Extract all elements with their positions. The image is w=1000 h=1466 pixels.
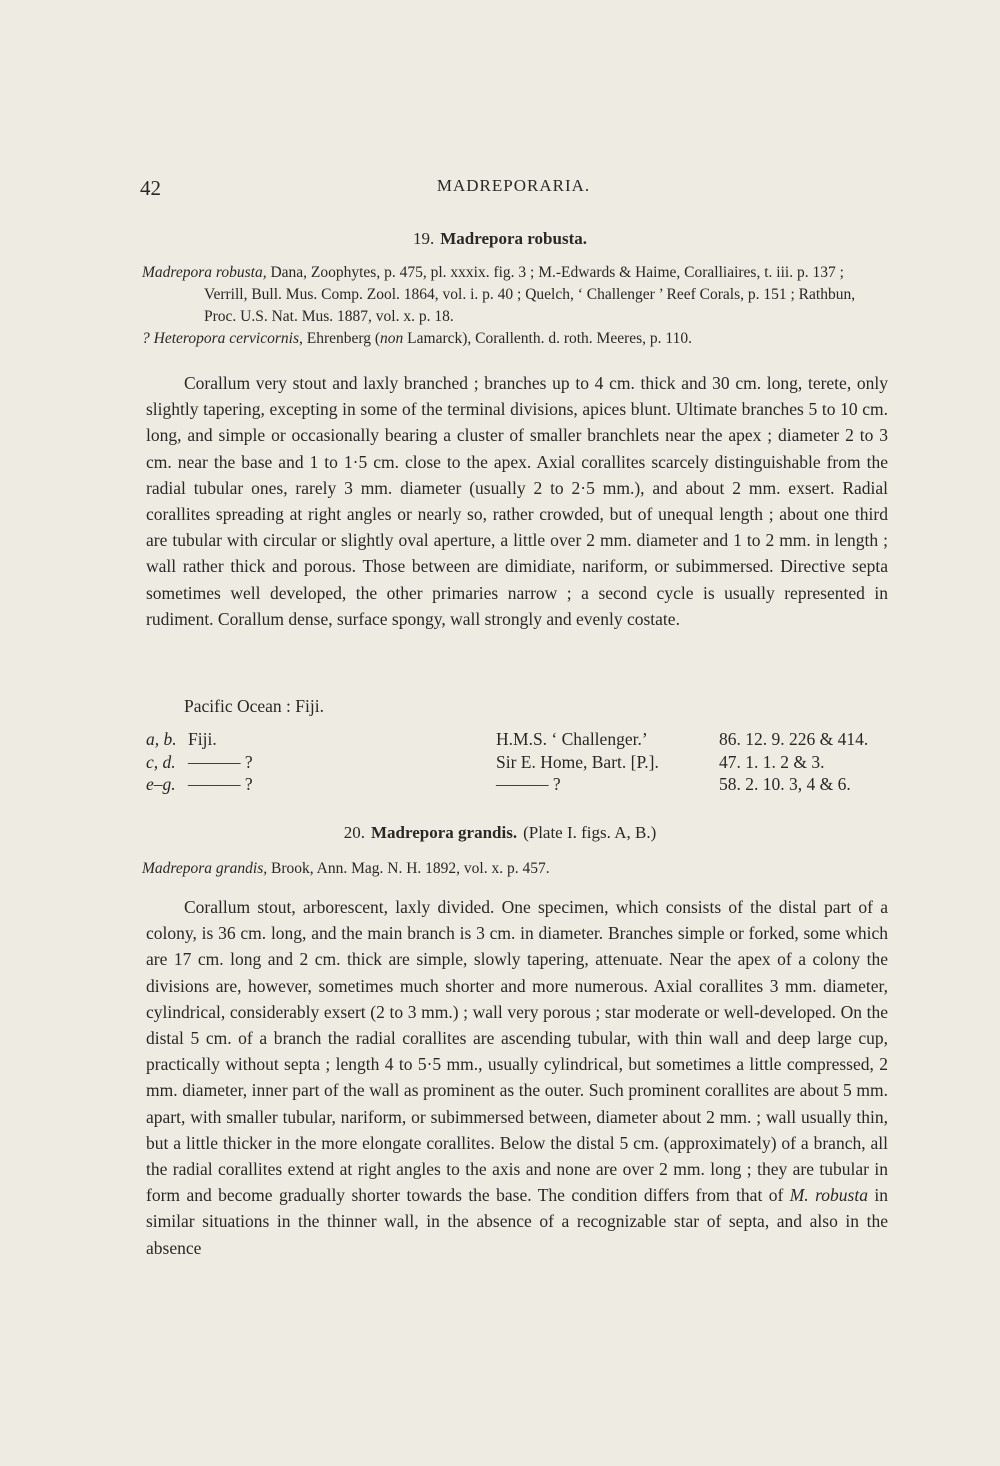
specimen-source: Sir E. Home, Bart. [P.]. bbox=[496, 751, 659, 772]
synonymy-list bbox=[142, 858, 888, 880]
synonym-entry bbox=[142, 858, 888, 880]
specimen-row bbox=[146, 752, 896, 775]
species-number: 19. bbox=[413, 229, 435, 248]
description-paragraph bbox=[146, 894, 888, 1261]
plate-reference: (Plate I. figs. A, B.) bbox=[523, 823, 657, 842]
specimen-label: c, d. bbox=[146, 751, 176, 772]
synonym-entry bbox=[142, 262, 888, 328]
specimen-register-number: 58. 2. 10. 3, 4 & 6. bbox=[719, 774, 851, 794]
synonym-citation-end: Lamarck), Corallenth. d. roth. Meeres, p. 110. bbox=[403, 330, 692, 347]
specimen-label: e–g. bbox=[146, 774, 176, 794]
species-reference: M. robusta bbox=[789, 1185, 868, 1206]
species-heading-20 bbox=[0, 823, 1000, 843]
specimen-source: ——— ? bbox=[496, 774, 561, 794]
synonym-citation: Ehrenberg ( bbox=[302, 330, 381, 347]
synonym-taxon: Madrepora robusta, bbox=[142, 264, 267, 281]
synonym-non: non bbox=[380, 330, 404, 347]
specimen-place: Fiji. bbox=[188, 729, 217, 749]
specimen-list bbox=[146, 729, 896, 797]
description-paragraph: Corallum very stout and laxly branched ; branches up to 4 cm. thick and 30 cm. long, terete, only slightly tapering, excepting in some of the terminal divisions, apices blunt. Ultimate branches 5 to 10 cm. long, and simple or occasionally bearing a cluster of smaller branchlets near the apex ; diameter 2 to 3 cm. near the base and 1 to 1·5 cm. close to the apex. Axial corallites scarcely distinguishable from the radial tubular ones, rarely 3 mm. diameter (usually 2 to 2·5 mm.), and about 2 mm. exsert. Radial corallites spreading at right angles or nearly so, rather crowded, but of unequal length ; about one third are tubular with circular or slightly oval aperture, a little over 2 mm. diameter and 1 to 2 mm. in length ; wall rather thick and porous. Those between are dimidiate, nariform, or subimmersed. Directive septa sometimes well developed, the other primaries narrow ; a second cycle is usually represented in rudiment. Corallum dense, surface spongy, wall strongly and evenly costate. bbox=[146, 373, 888, 629]
specimen-source: H.M.S. ‘ Challenger.’ bbox=[496, 729, 648, 749]
description-text-end: in similar situations in the thinner wall, in the absence of a recognizable star of septa, and also in the absence bbox=[146, 1185, 888, 1258]
species-number: 20. bbox=[343, 823, 365, 842]
specimen-row bbox=[146, 774, 896, 797]
synonym-taxon: Madrepora grandis, bbox=[142, 860, 268, 877]
page-header bbox=[140, 176, 887, 202]
specimen-row bbox=[146, 729, 896, 752]
locality-line: Pacific Ocean : Fiji. bbox=[184, 696, 324, 716]
specimen-register-number: 47. 1. 1. 2 & 3. bbox=[719, 751, 825, 772]
synonym-taxon: ? Heteropora cervicornis, bbox=[142, 330, 303, 347]
description-text: Corallum stout, arborescent, laxly divided. One specimen, which consists of the distal part of a colony, is 36 cm. long, and the main branch is 3 cm. in diameter. Branches simple or forked, some which are 17 cm. long and 2 cm. thick are simple, slowly tapering, attenuate. Near the apex of a colony the divisions are, however, sometimes much shorter and more numerous. Axial corallites 3 mm. diameter, cylindrical, considerably exsert (2 to 3 mm.) ; wall very porous ; star moderate or well-developed. On the distal 5 cm. of a branch the radial corallites are ascending tubular, with thin wall and deep large cup, practically without septa ; length 4 to 5·5 mm., usually cylindrical, but sometimes a little compressed, 2 mm. diameter, inner part of the wall as prominent as the outer. Such prominent corallites are about 5 mm. apart, with smaller tubular, nariform, or subimmersed between, diameter about 2 mm. ; wall usually thin, but a little thicker in the more elongate corallites. Below the distal 5 cm. (approximately) of a branch, all the radial corallites extend at right angles to the axis and none are over 2 mm. long ; they are tubular in form and become gradually shorter towards the base. The condition differs from that of bbox=[146, 897, 888, 1206]
specimen-register-number: 86. 12. 9. 226 & 414. bbox=[719, 729, 869, 749]
page-number: 42 bbox=[140, 176, 161, 200]
specimen-place: ——— ? bbox=[188, 751, 253, 772]
synonym-citation: Dana, Zoophytes, p. 475, pl. xxxix. fig. 3 ; M.-Edwards & Haime, Coralliaires, t. iii. p. 137 ; Verrill, Bull. Mus. Comp. Zool. 1864, vol. i. p. 40 ; Quelch, ‘ Challenger ’ Reef Corals, p. 151 ; Rathbun, Proc. U.S. Nat. Mus. 1887, vol. x. p. 18. bbox=[204, 264, 856, 325]
species-heading-19 bbox=[0, 229, 1000, 249]
synonymy-list bbox=[142, 262, 888, 350]
species-name: Madrepora grandis. bbox=[371, 823, 518, 842]
synonym-entry bbox=[142, 328, 888, 350]
synonym-citation: Brook, Ann. Mag. N. H. 1892, vol. x. p. 457. bbox=[267, 860, 550, 877]
species-name: Madrepora robusta. bbox=[440, 229, 587, 248]
specimen-label: a, b. bbox=[146, 729, 177, 749]
running-title: MADREPORARIA. bbox=[436, 176, 591, 195]
specimen-place: ——— ? bbox=[188, 774, 253, 794]
